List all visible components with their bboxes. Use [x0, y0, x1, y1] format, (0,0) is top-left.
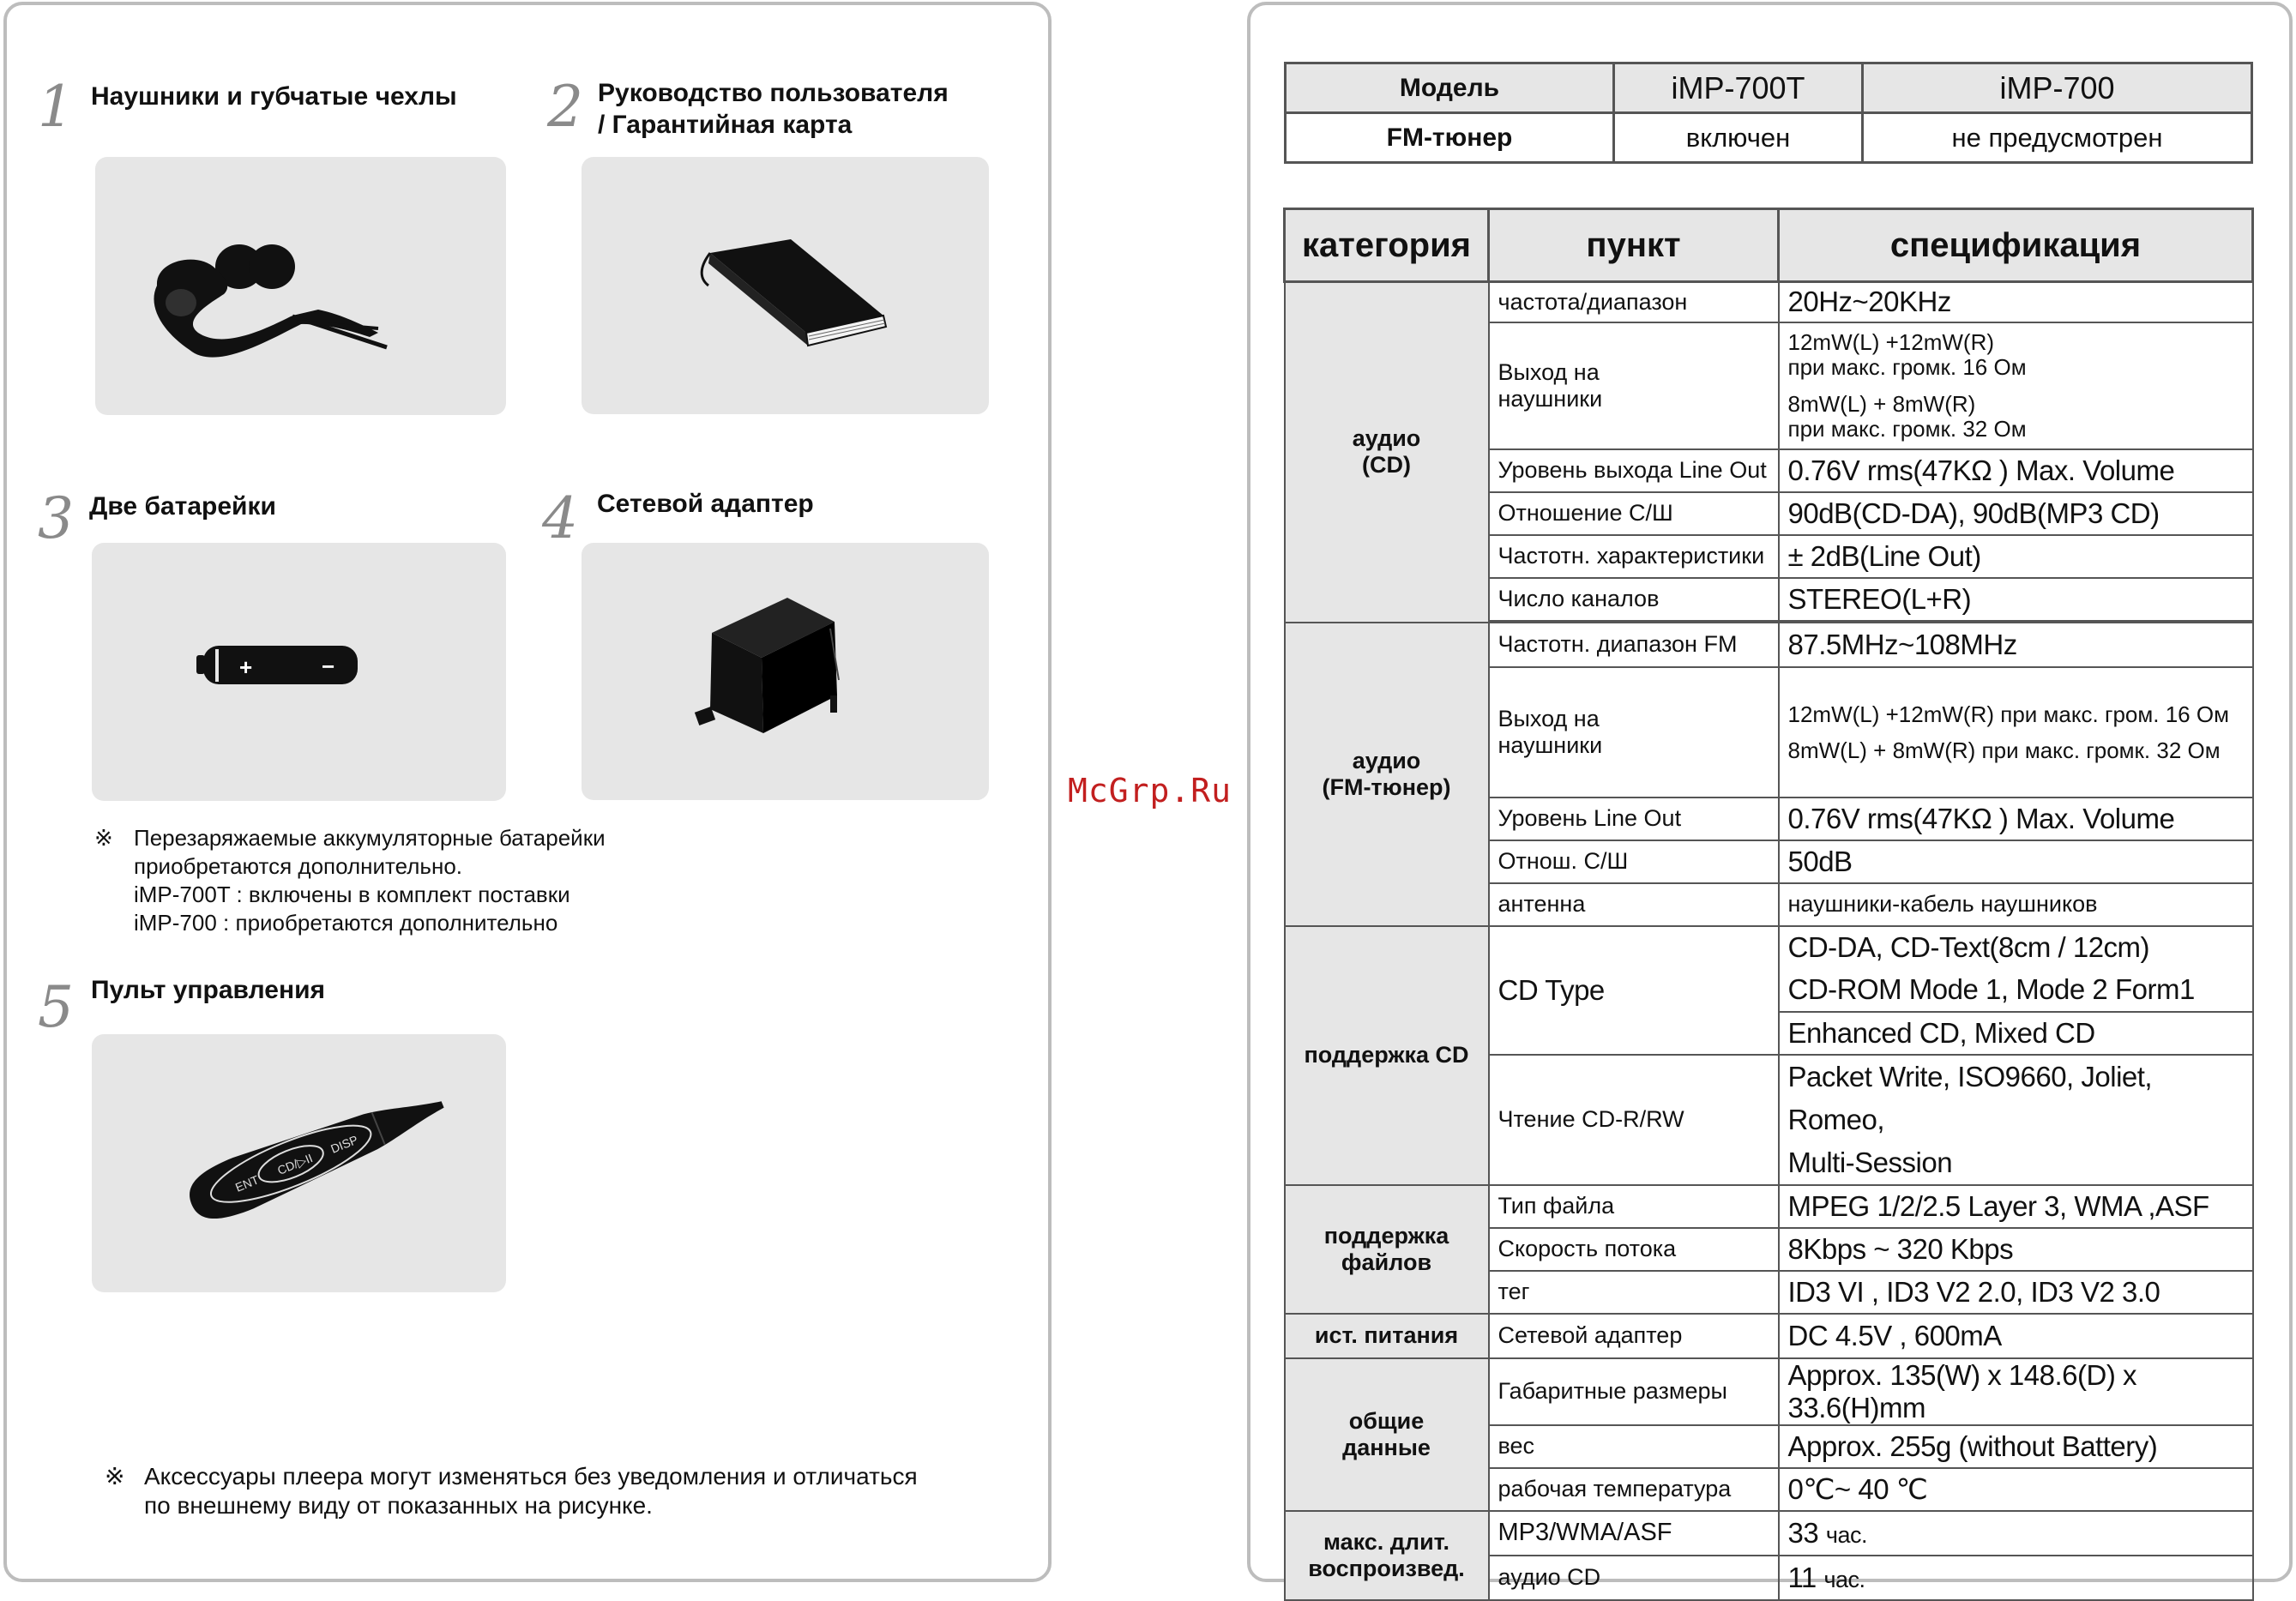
- fm-range-label: Частотн. диапазон FM: [1489, 623, 1779, 667]
- header-category: категория: [1285, 209, 1489, 282]
- table-row: [1285, 1314, 2253, 1358]
- cat-cd-support: поддержка CD: [1285, 926, 1489, 1185]
- model-table: [1284, 62, 2253, 164]
- spec-table: [1283, 208, 2254, 1601]
- cd-snr-label: Отношение С/Ш: [1489, 492, 1779, 535]
- cd-hp-value: [1779, 322, 2253, 449]
- fm-lineout-label: Уровень Line Out: [1489, 797, 1779, 840]
- model-imp700: iMP-700: [1863, 63, 2252, 113]
- bitrate-label: Скорость потока: [1489, 1228, 1779, 1271]
- table-row: [1285, 926, 2253, 969]
- fm-hp-label-line-1: Выход на: [1498, 705, 1600, 731]
- freq-value: 20Hz~20KHz: [1779, 282, 2253, 322]
- battery-note-line-1: Перезаряжаемые аккумуляторные батарейки: [134, 825, 606, 851]
- cd-hp-value-line-3: 8mW(L) + 8mW(R): [1787, 390, 1976, 417]
- item-5-title: Пульт управления: [91, 976, 326, 1004]
- spec-header-row: [1285, 209, 2253, 282]
- cat-audio-fm: [1285, 623, 1489, 926]
- cat-file-support: [1285, 1185, 1489, 1314]
- freq-label: частота/диапазон: [1489, 282, 1779, 322]
- cat-power: ист. питания: [1285, 1314, 1489, 1358]
- batteries-image: [92, 543, 506, 801]
- power-label: Сетевой адаптер: [1489, 1314, 1779, 1358]
- fm-imp700: не предусмотрен: [1863, 113, 2252, 163]
- file-type-value: MPEG 1/2/2.5 Layer 3, WMA ,ASF: [1779, 1185, 2253, 1228]
- item-2-title-line-1: Руководство пользователя: [598, 79, 949, 107]
- header-item: пункт: [1489, 209, 1779, 282]
- cd-play-label: аудио CD: [1489, 1556, 1779, 1600]
- model-row: [1286, 63, 2252, 113]
- fm-label: FM-тюнер: [1286, 113, 1614, 163]
- model-label: Модель: [1286, 63, 1614, 113]
- fm-range-value: 87.5MHz~108MHz: [1779, 623, 2253, 667]
- cd-play-value: [1779, 1556, 2253, 1600]
- cd-read-label: Чтение CD-R/RW: [1489, 1055, 1779, 1185]
- earphones-icon: [95, 157, 506, 415]
- fm-imp700t: включен: [1614, 113, 1863, 163]
- dim-label: Габаритные размеры: [1489, 1358, 1779, 1425]
- fm-ant-label: антенна: [1489, 883, 1779, 926]
- note-mark: ※: [94, 825, 113, 851]
- bitrate-value: 8Kbps ~ 320 Kbps: [1779, 1228, 2253, 1271]
- item-2-number: 2: [547, 74, 583, 140]
- power-value: DC 4.5V , 600mA: [1779, 1314, 2253, 1358]
- power-adapter-icon: [582, 543, 989, 800]
- adapter-image: [582, 543, 989, 800]
- fm-hp-value: [1779, 667, 2253, 797]
- cd-play-value-number: 11: [1787, 1561, 1817, 1593]
- cd-ch-value: STEREO(L+R): [1779, 578, 2253, 621]
- footer-note-line-1: Аксессуары плеера могут изменяться без уведомления и отличаться: [144, 1463, 918, 1490]
- cat-file-support-line-1: поддержка: [1323, 1222, 1449, 1249]
- earphones-image: [95, 157, 506, 415]
- fm-row: [1286, 113, 2252, 163]
- footer-note-line-2: по внешнему виду от показанных на рисунке.: [144, 1492, 653, 1519]
- cd-hp-value-line-4: при макс. громк. 32 Ом: [1787, 415, 2027, 442]
- fm-lineout-value: 0.76V rms(47KΩ ) Max. Volume: [1779, 797, 2253, 840]
- tag-value: ID3 VI , ID3 V2 2.0, ID3 V2 3.0: [1779, 1271, 2253, 1314]
- cd-hp-value-line-2: при макс. громк. 16 Ом: [1787, 353, 2027, 380]
- cat-playtime-line-2: воспроизвед.: [1308, 1555, 1465, 1581]
- mp3-value: [1779, 1511, 2253, 1556]
- remote-control-icon: [92, 1034, 506, 1292]
- cat-general-line-2: данные: [1342, 1434, 1431, 1460]
- item-3-number: 3: [38, 485, 74, 551]
- fm-hp-value-line-1: 12mW(L) +12mW(R) при макс. гром. 16 Ом: [1787, 701, 2229, 727]
- watermark: McGrp.Ru: [1068, 772, 1232, 810]
- cd-hp-label-line-1: Выход на: [1498, 358, 1600, 385]
- remote-ent-label: ENT: [233, 1172, 261, 1195]
- remote-disp-label: DISP: [328, 1132, 360, 1156]
- mp3-value-number: 33: [1787, 1516, 1819, 1549]
- remote-image: [92, 1034, 506, 1292]
- remote-play-label: CD/▷II: [275, 1151, 315, 1177]
- cd-type-value-3: Enhanced CD, Mixed CD: [1779, 1012, 2253, 1055]
- cat-audio-fm-line-1: аудио: [1352, 747, 1421, 773]
- table-row: [1285, 1511, 2253, 1556]
- battery-note-line-3: iMP-700T : включены в комплект поставки: [134, 882, 570, 907]
- cd-read-value-line-1: Packet Write, ISO9660, Joliet, Romeo,: [1787, 1060, 2153, 1135]
- battery-note: [94, 824, 695, 944]
- file-type-label: Тип файла: [1489, 1185, 1779, 1228]
- cat-general-line-1: общие: [1348, 1407, 1425, 1434]
- fm-ant-value: наушники-кабель наушников: [1779, 883, 2253, 926]
- table-row: [1285, 1358, 2253, 1425]
- fm-snr-value: 50dB: [1779, 840, 2253, 883]
- cd-snr-value: 90dB(CD-DA), 90dB(MP3 CD): [1779, 492, 2253, 535]
- cd-hp-label-line-2: наушники: [1498, 385, 1603, 412]
- cd-read-value: [1779, 1055, 2253, 1185]
- battery-plus-label: +: [239, 654, 253, 680]
- weight-value: Approx. 255g (without Battery): [1779, 1425, 2253, 1468]
- footer-note: [105, 1462, 1014, 1522]
- table-row: [1285, 1185, 2253, 1228]
- cd-fr-label: Частотн. характеристики: [1489, 535, 1779, 578]
- item-2-title: [598, 77, 949, 141]
- header-spec: спецификация: [1779, 209, 2253, 282]
- table-row: [1285, 282, 2253, 322]
- cat-file-support-line-2: файлов: [1341, 1249, 1432, 1275]
- item-1-title: Наушники и губчатые чехлы: [91, 82, 457, 111]
- model-imp700t: iMP-700T: [1614, 63, 1863, 113]
- cd-type-value-1: CD-DA, CD-Text(8cm / 12cm): [1779, 926, 2253, 969]
- battery-minus-label: −: [322, 653, 335, 679]
- cd-read-value-line-2: Multi-Session: [1787, 1146, 1953, 1178]
- item-4-number: 4: [542, 485, 578, 551]
- cat-playtime-line-1: макс. длит.: [1323, 1528, 1450, 1555]
- cat-general: [1285, 1358, 1489, 1511]
- mp3-label: MP3/WMA/ASF: [1489, 1511, 1779, 1556]
- cd-lineout-label: Уровень выхода Line Out: [1489, 449, 1779, 492]
- item-1-number: 1: [38, 74, 74, 140]
- fm-hp-value-line-2: 8mW(L) + 8mW(R) при макс. громк. 32 Ом: [1787, 737, 2221, 763]
- cat-playtime: [1285, 1511, 1489, 1600]
- cd-lineout-value: 0.76V rms(47KΩ ) Max. Volume: [1779, 449, 2253, 492]
- item-5-number: 5: [38, 974, 74, 1040]
- cd-fr-value: ± 2dB(Line Out): [1779, 535, 2253, 578]
- footer-note-mark: ※: [105, 1463, 125, 1490]
- battery-note-line-4: iMP-700 : приобретаются дополнительно: [134, 910, 558, 936]
- manual-book-icon: [582, 157, 989, 414]
- cat-audio-fm-line-2: (FM-тюнер): [1322, 773, 1451, 800]
- fm-snr-label: Отнош. С/Ш: [1489, 840, 1779, 883]
- cd-hp-value-line-1: 12mW(L) +12mW(R): [1787, 328, 1995, 355]
- temp-value: 0℃~ 40 ℃: [1779, 1468, 2253, 1511]
- battery-icon: [92, 543, 506, 801]
- cd-play-value-unit: час.: [1823, 1566, 1865, 1592]
- table-row: [1285, 623, 2253, 667]
- fm-hp-label-line-2: наушники: [1498, 731, 1603, 758]
- item-4-title: Сетевой адаптер: [597, 490, 814, 518]
- temp-label: рабочая температура: [1489, 1468, 1779, 1511]
- cd-ch-label: Число каналов: [1489, 578, 1779, 621]
- item-3-title: Две батарейки: [89, 492, 276, 521]
- cat-audio-cd: [1285, 282, 1489, 623]
- mp3-value-unit: час.: [1825, 1521, 1867, 1548]
- cd-type-label: CD Type: [1489, 926, 1779, 1055]
- cd-hp-label: [1489, 322, 1779, 449]
- cat-audio-cd-line-2: (CD): [1362, 452, 1411, 478]
- manual-image: [582, 157, 989, 414]
- cat-audio-cd-line-1: аудио: [1352, 425, 1421, 452]
- tag-label: тег: [1489, 1271, 1779, 1314]
- weight-label: вес: [1489, 1425, 1779, 1468]
- item-2-title-line-2: / Гарантийная карта: [598, 111, 853, 139]
- fm-hp-label: [1489, 667, 1779, 797]
- cd-type-value-2: CD-ROM Mode 1, Mode 2 Form1: [1779, 969, 2253, 1012]
- battery-note-line-2: приобретаются дополнительно.: [134, 853, 463, 879]
- dim-value: Approx. 135(W) x 148.6(D) x 33.6(H)mm: [1779, 1358, 2253, 1425]
